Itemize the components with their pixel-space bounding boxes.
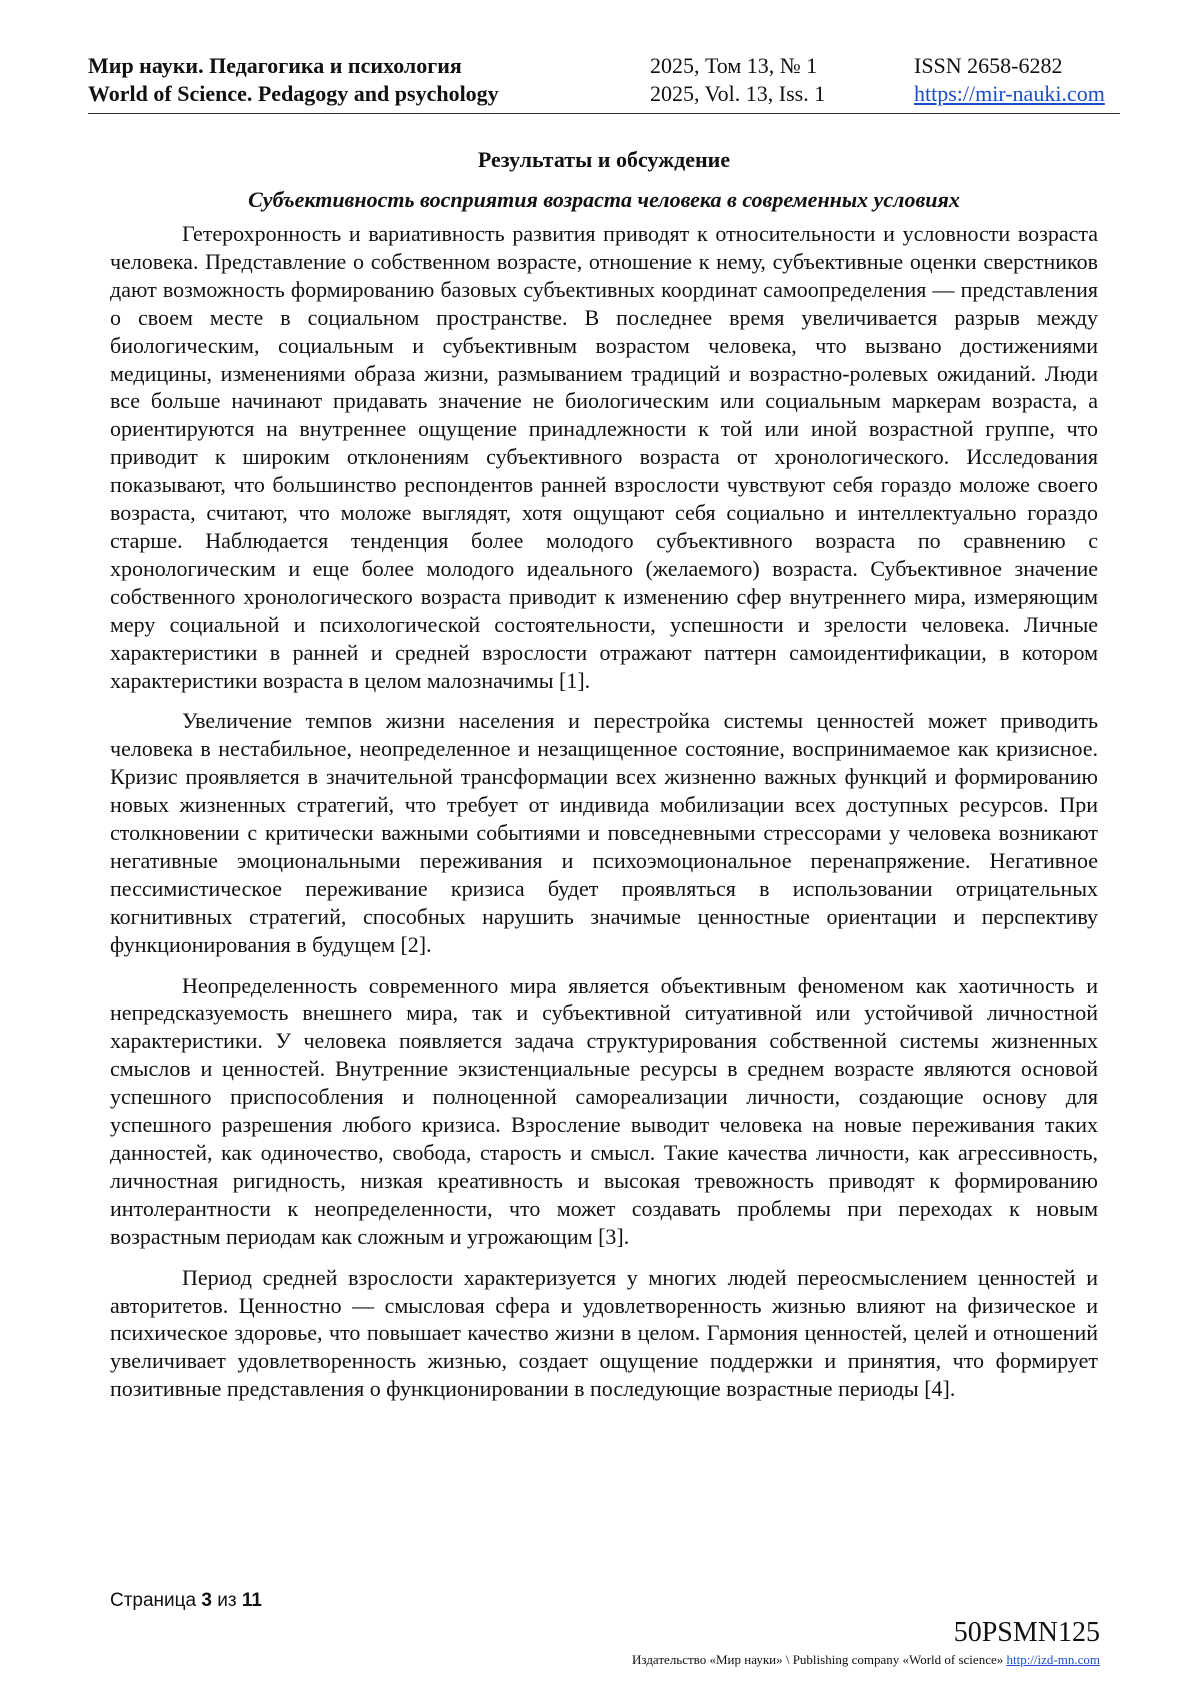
page-of: из	[217, 1590, 237, 1611]
paragraph-1: Гетерохронность и вариативность развития приводят к относительности и условности возраста человека. Представление о собственном возрасте, отношение к нему, субъективные оценки сверстников дают возможность формированию базовых субъективных координат самоопределения — представления о своем месте в социальном пространстве. В последнее время увеличивается разрыв между биологическим, социальным и субъективным возрастом человека, что вызвано достижениями медицины, изменениями образа жизни, размыванием традиций и возрастно-ролевых ожиданий. Люди все больше начинают придавать значение не биологическим или социальным маркерам возраста, а ориентируются на внутреннее ощущение принадлежности к той или иной возрастной группе, что приводит к широким отклонениям субъективного возраста от хронологического. Исследования показывают, что большинство респондентов ранней взрослости чувствуют себя гораздо моложе своего возраста, считают, что моложе выглядят, хотя ощущают себя социально и интеллектуально гораздо старше. Наблюдается тенденция более молодого субъективного возраста по сравнению с хронологическим и еще более молодого идеального (желаемого) возраста. Субъективное значение собственного хронологического возраста приводит к изменению сфер внутреннего мира, измеряющим меру социальной и психологической состоятельности, успешности и зрелости человека. Личные характеристики в ранней и средней взрослости отражают паттерн самоидентификации, в котором характеристики возраста в целом малозначимы [1].	[110, 221, 1098, 693]
journal-title-en: World of Science. Pedagogy and psychology	[88, 81, 499, 106]
publisher-link[interactable]: http://izd-mn.com	[1006, 1652, 1100, 1667]
paragraph-4: Период средней взрослости характеризуется у многих людей переосмыслением ценностей и авторитетов. Ценностно — смысловая сфера и удовлетворенность жизнью влияют на физическое и психическое здоровье, что повышает качество жизни в целом. Гармония ценностей, целей и отношений увеличивает удовлетворенность жизнью, создает ощущение поддержки и принятия, что формирует позитивные представления о функционировании в последующие возрастные периоды [4].	[110, 1264, 1098, 1402]
issue-info-en: 2025, Vol. 13, Iss. 1	[650, 81, 826, 106]
journal-site-link[interactable]: https://mir-nauki.com	[914, 81, 1105, 106]
page-label: Страница	[110, 1590, 197, 1611]
page-total: 11	[241, 1590, 262, 1611]
section-title: Результаты и обсуждение	[477, 147, 731, 172]
subsection-title: Субъективность восприятия возраста человека в современных условиях	[248, 187, 960, 212]
paragraph-3: Неопределенность современного мира является объективным феноменом как хаотичность и непредсказуемость внешнего мира, так и субъективной ситуативной или устойчивой личностной характеристики. У человека появляется задача структурирования собственной системы жизненных смыслов и ценностей. Внутренние экзистенциальные ресурсы в среднем возрасте являются основой успешного приспособления и полноценной самореализации личности, создающие основу для успешного разрешения любого кризиса. Взросление выводит человека на новые переживания таких данностей, как одиночество, свобода, старость и смысл. Такие качества личности, как агрессивность, личностная ригидность, низкая креативность и высокая тревожность приводят к формированию интолерантности к неопределенности, что может создавать проблемы при переходах к новым возрастным периодам как сложным и угрожающим [3].	[110, 972, 1098, 1249]
issn: ISSN 2658-6282	[914, 53, 1063, 78]
issue-info-ru: 2025, Том 13, № 1	[650, 53, 818, 78]
page-current: 3	[201, 1590, 212, 1611]
issue-info-block	[650, 52, 825, 108]
article-body	[110, 146, 1098, 1416]
running-header	[88, 52, 1120, 114]
journal-title-block	[88, 52, 499, 108]
issn-block	[914, 52, 1105, 108]
article-code: 50PSMN125	[953, 1617, 1100, 1648]
page-number	[110, 1590, 262, 1612]
journal-title-ru: Мир науки. Педагогика и психология	[88, 53, 462, 78]
paragraph-2: Увеличение темпов жизни населения и перестройка системы ценностей может приводить человека в нестабильное, неопределенное и незащищенное состояние, воспринимаемое как кризисное. Кризис проявляется в значительной трансформации всех жизненно важных функций и формированию новых жизненных стратегий, что требует от индивида мобилизации всех доступных ресурсов. При столкновении с критически важными событиями и повседневными стрессорами у человека возникают негативные эмоциональными переживания и психоэмоциональное перенапряжение. Негативное пессимистическое переживание кризиса будет проявляться в использовании отрицательных когнитивных стратегий, способных нарушить значимые ценностные ориентации и перспективу функционирования в будущем [2].	[110, 708, 1098, 957]
publisher-line	[632, 1652, 1100, 1668]
publisher-name: Издательство «Мир науки» \ Publishing company «World of science»	[632, 1652, 1004, 1667]
